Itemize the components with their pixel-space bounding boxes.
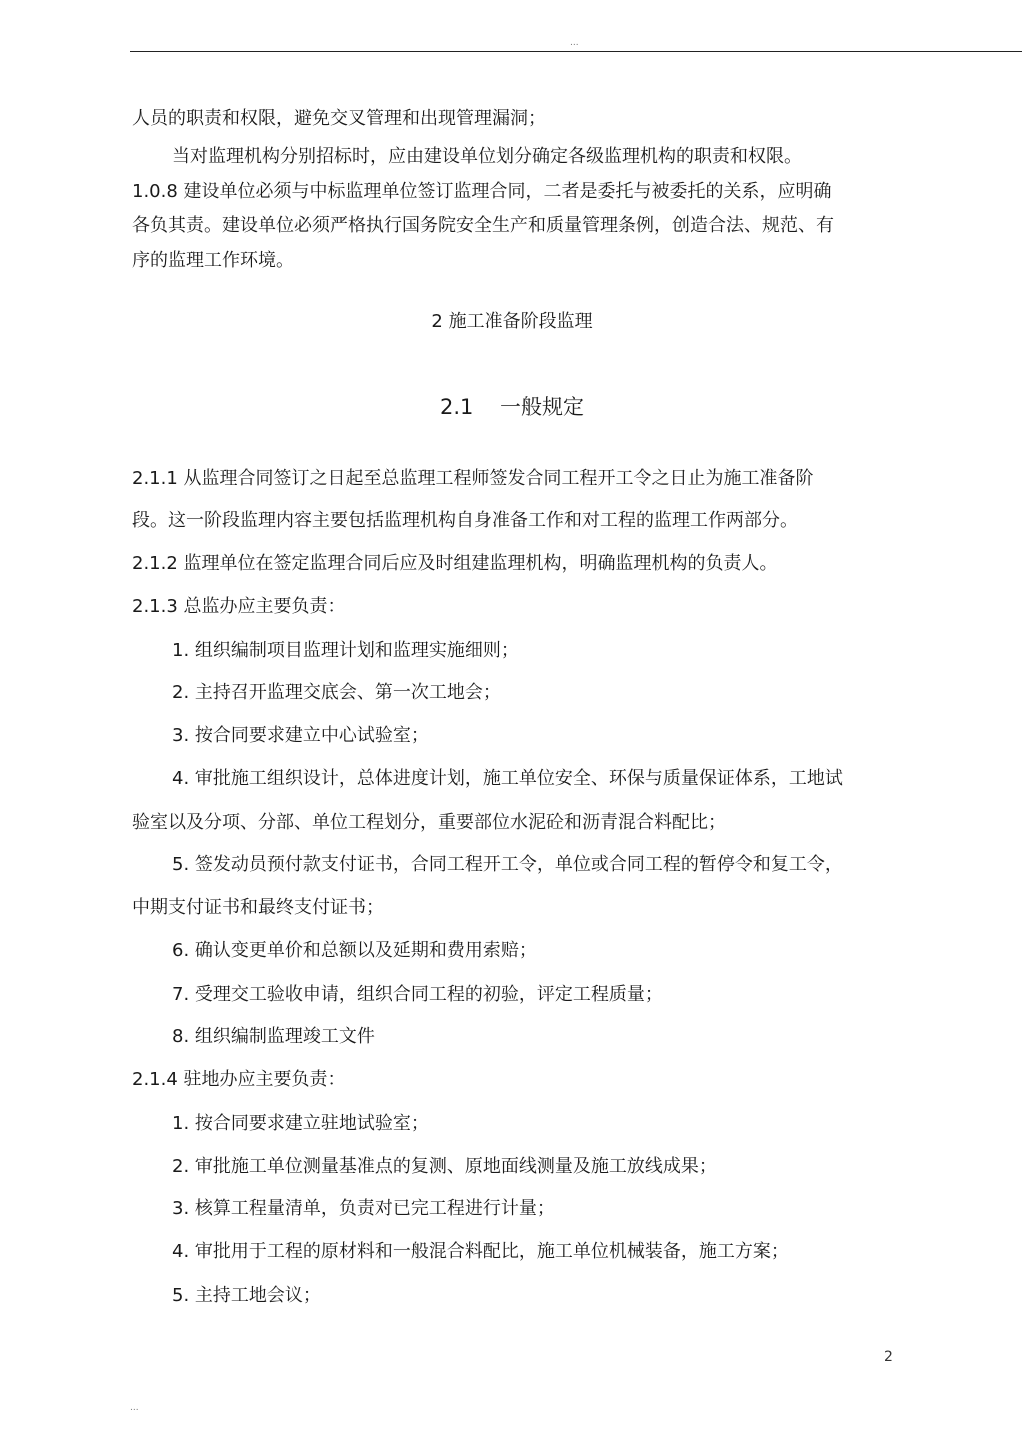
body-line: 2.1.3 总监办应主要负责： (132, 596, 346, 617)
list-item: 2. 审批施工单位测量基准点的复测、原地面线测量及施工放线成果； (172, 1156, 717, 1177)
list-item: 4. 审批施工组织设计，总体进度计划，施工单位安全、环保与质量保证体系，工地试 (172, 768, 843, 789)
paragraph-line: 人员的职责和权限，避免交叉管理和出现管理漏洞； (132, 108, 546, 129)
body-line: 2.1.2 监理单位在签定监理合同后应及时组建监理机构，明确监理机构的负责人。 (132, 553, 778, 574)
body-line: 段。这一阶段监理内容主要包括监理机构自身准备工作和对工程的监理工作两部分。 (132, 510, 798, 531)
list-item: 7. 受理交工验收申请，组织合同工程的初验，评定工程质量； (172, 984, 663, 1005)
list-item: 2. 主持召开监理交底会、第一次工地会； (172, 682, 501, 703)
header-rule (130, 51, 1022, 52)
section-title: 2 施工准备阶段监理 (431, 311, 593, 332)
list-item-continuation: 验室以及分项、分部、单位工程划分，重要部位水泥砼和沥青混合料配比； (132, 812, 726, 833)
list-item: 3. 核算工程量清单，负责对已完工程进行计量； (172, 1198, 555, 1219)
footer-marker: ... (130, 1403, 139, 1413)
paragraph-line: 各负其责。建设单位必须严格执行国务院安全生产和质量管理条例，创造合法、规范、有 (132, 215, 834, 236)
header-marker: ... (570, 38, 579, 48)
paragraph-line: 1.0.8 建设单位必须与中标监理单位签订监理合同，二者是委托与被委托的关系，应明确 (132, 181, 832, 202)
list-item: 8. 组织编制监理竣工文件 (172, 1026, 375, 1047)
list-item: 1. 组织编制项目监理计划和监理实施细则； (172, 640, 519, 661)
subsection-title (0, 394, 1024, 420)
list-item: 4. 审批用于工程的原材料和一般混合料配比，施工单位机械装备，施工方案； (172, 1241, 789, 1262)
list-item: 1. 按合同要求建立驻地试验室； (172, 1113, 429, 1134)
list-item: 6. 确认变更单价和总额以及延期和费用索赔； (172, 940, 537, 961)
subsection-number: 2.1 (440, 395, 474, 419)
body-line: 2.1.1 从监理合同签订之日起至总监理工程师签发合同工程开工令之日止为施工准备阶 (132, 468, 814, 489)
list-item: 5. 签发动员预付款支付证书，合同工程开工令，单位或合同工程的暂停令和复工令， (172, 854, 843, 875)
page-number: 2 (884, 1349, 893, 1365)
subsection-label: 一般规定 (500, 395, 584, 419)
paragraph-line: 当对监理机构分别招标时，应由建设单位划分确定各级监理机构的职责和权限。 (172, 146, 802, 167)
list-item: 5. 主持工地会议； (172, 1285, 321, 1306)
body-line: 2.1.4 驻地办应主要负责： (132, 1069, 346, 1090)
list-item-continuation: 中期支付证书和最终支付证书； (132, 897, 384, 918)
paragraph-line: 序的监理工作环境。 (132, 250, 294, 271)
list-item: 3. 按合同要求建立中心试验室； (172, 725, 429, 746)
